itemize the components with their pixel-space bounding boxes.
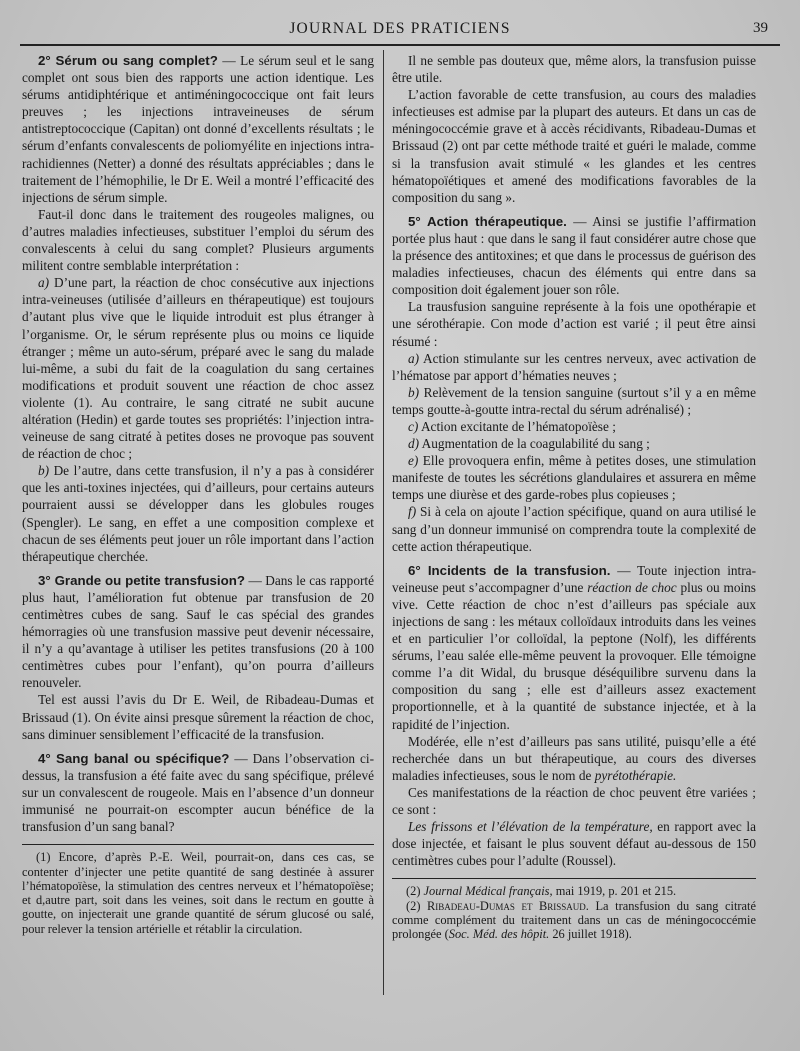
section-4-paragraph: 4° Sang banal ou spécifique? — Dans l’observation ci-dessus, la transfusion a été faite avec du sang spécifique, prélevé sur un convalescent de rougeole. Mais en l’absence d’un donneur immunisé ne pourrait-on escompter aucun bénéfice de la transfusion d’un sang banal? — [22, 750, 374, 835]
paragraph: Ces manifestations de la réaction de choc peuvent être variées ; ce sont : — [392, 784, 756, 818]
footnote-rule — [22, 844, 374, 845]
footnote-rule — [392, 878, 756, 879]
item-d: d) Augmentation de la coagulabilité du sang ; — [408, 436, 650, 452]
paragraph: Faut-il donc dans le traitement des rougeoles malignes, ou d’autres maladies infectieuses, substituer l’emploi du sérum des convalescents à celui du sang complet? Plusieurs arguments militent contre semblable interprétation : — [22, 206, 374, 274]
footnote-3: (2) Ribadeau-Dumas et Brissaud. La transfusion du sang citraté comme complément du traitement dans un cas de méningococcémie prolongée (Soc. Méd. des hôpit. 26 juillet 1918). — [392, 898, 756, 942]
footnote-2: (2) Journal Médical français, mai 1919, p. 201 et 215. — [406, 884, 677, 899]
paragraph: Les frissons et l’élévation de la température, en rapport avec la dose injectée, et faisant le plus souvent défaut au-dessous de 150 centimètres cubes pour l’adulte (Roussel). — [392, 819, 756, 869]
footnote-1: (1) Encore, d’après P.-E. Weil, pourrait-on, dans ces cas, se contenter d’injecter une petite quantité de sang destinée à assurer l’hématopoïèse, la stimulation des centres nerveux et l’hématopoïèse; et d,autre part, soit dans les veines, soit dans le rectum en goutte à goutte, on injecterait une grande quantité de sérum glucosé ou salé, pour relever la tension artérielle et rétablir la circulation. — [22, 850, 374, 936]
item-f: f) Si à cela on ajoute l’action spécifique, quand on aura utilisé le sang d’un donneur immunisé on comprendra toute la complexité de cette action thérapeutique. — [392, 504, 757, 554]
paragraph: L’action favorable de cette transfusion, au cours des maladies infectieuses est admise par la plupart des auteurs. Et dans un cas de méningococcémie grave et à accès récidivants, Ribadeau-Dumas et Brissaud (2) ont par cette méthode traité et guéri le malade, comme si la transfusion avait stimulé « les glandes et les centres hématopoïétiques et amené des modifications favorables de la composition du sang ». — [392, 87, 756, 205]
paragraph: Il ne semble pas douteux que, même alors, la transfusion puisse être utile. — [392, 53, 756, 86]
item-c: c) Action excitante de l’hématopoïèse ; — [408, 418, 616, 434]
section-4-heading: 4° Sang banal ou spécifique? — [38, 750, 230, 766]
left-column — [22, 52, 374, 936]
item-a: a) D’une part, la réaction de choc consécutive aux injections intra-veineuses (utilisée d’ailleurs en thérapeutique) est toujours d’autant plus vive que le liquide introduit est plus étranger à l’organisme. Or, le sérum représente plus ou moins ce liquide étranger ; même un auto-sérum, préparé avec le sang du malade lui-même, a subi du fait de la coagulation du sang certaines modifications et produit souvent une réaction de choc assez violente (1). Au contraire, le sang citraté ne subit aucune altération (Hedin) et garde toutes ses propriétés: l’injection intra-veineuse de sang citraté à petites doses ne provoque pas souvent de réaction de choc ; — [22, 275, 374, 462]
column-divider — [383, 50, 384, 995]
item-a: a) Action stimulante sur les centres nerveux, avec activation de l’hématose par apport d’hématies neuves ; — [392, 350, 757, 383]
section-6-paragraph: 6° Incidents de la transfusion. — Toute injection intra-veineuse peut s’accompagner d’une réaction de choc plus ou moins vive. Cette réaction de choc n’est d’ailleurs pas spéciale aux injections de sang : les métaux colloïdaux introduits dans les veines et en particulier l’or colloïdal, la peptone (Nolf), les différents sérums, l’eau salée elle-même peuvent la provoquer. Elle témoigne comme l’a dit Widal, du brusque déséquilibre survenu dans la composition du sang ; elle est d’ailleurs assez exactement proportionnelle, et à la quantité de substance injectée, et à la rapidité de l’injection. — [392, 562, 757, 732]
header-rule — [20, 44, 780, 46]
footnotes — [22, 850, 374, 936]
section-3-paragraph: 3° Grande ou petite transfusion? — Dans le cas rapporté plus haut, l’amélioration fut obtenue par transfusion de 20 centimètres cubes de sang. Sauf le cas spécial des grandes hémorragies où une transfusion massive peut devenir nécessaire, il n’y a qu’avantage à utiliser les petites transfusions (20 à 100 centimètres cubes pour l’enfant), qu’on pourra d’ailleurs renouveler. — [22, 572, 374, 691]
item-e: e) Elle provoquera enfin, même à petites doses, une stimulation manifeste de toutes les sécrétions glandulaires et assurera en même temps une diurèse et des garde-robes plus copieuses ; — [392, 453, 756, 503]
item-b: b) Relèvement de la tension sanguine (surtout s’il y a en même temps goutte-à-goutte intra-rectal du sérum adrénalisé) ; — [392, 384, 756, 417]
journal-title: JOURNAL DES PRATICIENS — [289, 20, 511, 37]
section-6-heading: 6° Incidents de la transfusion. — [408, 562, 611, 578]
section-2-paragraph: 2° Sérum ou sang complet? — Le sérum seul et le sang complet ont sous bien des rapports une action identique. Les sérums antidiphtérique et antiméningococcique ont fait leurs preuves ; les injections intraveineuses de sérum antistreptococcique (Capitan) ont donné d’excellents résultats ; le sérum d’enfants convalescents de poliomyélite en injections intra-rachidiennes (Netter) a donné des résultats appréciables ; dans le traitement de l’hémophilie, le Dr E. Weil a montré l’efficacité des injections de sérum simple. — [22, 53, 374, 205]
running-head — [20, 20, 780, 44]
footnotes — [392, 884, 756, 941]
section-3-heading: 3° Grande ou petite transfusion? — [38, 572, 245, 588]
paragraph: Modérée, elle n’est d’ailleurs pas sans utilité, puisqu’elle a été recherchée dans un but thérapeutique, au cours des diverses maladies infectieuses, sous le nom de pyrétothérapie. — [392, 733, 756, 783]
section-5-paragraph: 5° Action thérapeutique. — Ainsi se justifie l’affirmation portée plus haut : que dans le sang il faut considérer autre chose que la présence des antitoxines; et que dans le processus de guérison des maladies infectieuses, chacun des éléments qui entre dans sa composition doit également jouer son rôle. — [392, 213, 756, 298]
paragraph: Tel est aussi l’avis du Dr E. Weil, de Ribadeau-Dumas et Brissaud (1). On évite ainsi presque sûrement la réaction de choc, sans diminuer sensiblement l’efficacité de la transfusion. — [22, 692, 374, 742]
page-number: 39 — [753, 20, 768, 36]
paragraph: La trausfusion sanguine représente à la fois une opothérapie et une sérothérapie. Con mode d’action est varié ; il peut être ainsi résumé : — [392, 299, 756, 349]
section-2-heading: 2° Sérum ou sang complet? — [38, 53, 218, 68]
item-b: b) De l’autre, dans cette transfusion, il n’y a pas à considérer que les anti-toxines injectées, qui d’ailleurs, pour certains auteurs pourraient aussi se développer dans les globules rouges (Spengler). Le sang, en effet a une composition complexe et chacun de ses éléments peut jouer un rôle important dans l’action thérapeutique cherchée. — [22, 463, 374, 564]
section-5-heading: 5° Action thérapeutique. — [408, 213, 567, 229]
right-column — [392, 52, 756, 942]
